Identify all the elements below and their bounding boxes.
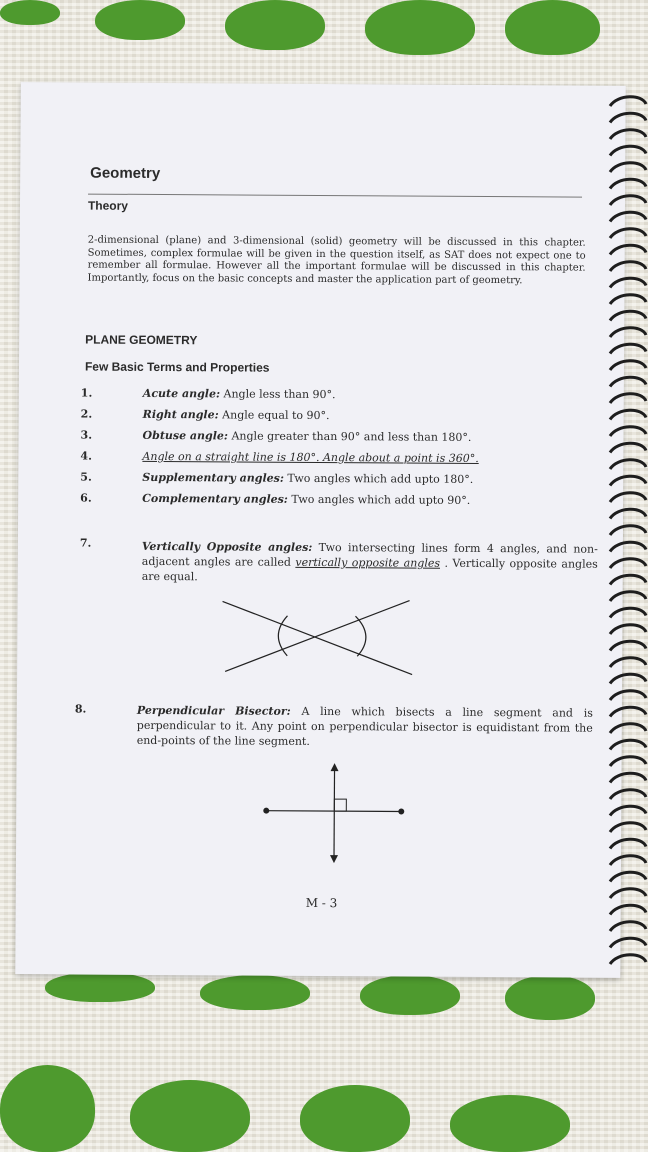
spiral-coil: [610, 905, 646, 914]
item-description: Two angles which add upto 90°.: [287, 492, 471, 507]
spiral-coil: [610, 740, 646, 749]
spiral-coil: [610, 179, 646, 188]
item-number: 1.: [80, 386, 93, 400]
spiral-coil: [610, 344, 646, 353]
spiral-coil: [610, 691, 646, 700]
background-leaf: [450, 1095, 570, 1152]
item-underlined-text: Angle on a straight line is 180°. Angle about a point is 360°.: [142, 449, 479, 465]
spiral-coil: [610, 839, 646, 848]
item-number: 2.: [80, 407, 93, 421]
background-leaf: [0, 1065, 95, 1152]
perpendicular-bisector-diagram: [256, 759, 417, 870]
spiral-coil: [610, 427, 646, 436]
right-angle-marker: [334, 799, 346, 811]
arrow-down-icon: [330, 855, 338, 863]
spiral-coil: [610, 245, 646, 254]
item-term: Right angle:: [142, 407, 219, 422]
spiral-coil: [610, 889, 646, 898]
spiral-coil: [610, 707, 646, 716]
spiral-coil: [610, 377, 646, 386]
background-leaf: [200, 975, 310, 1010]
spiral-coil: [610, 262, 646, 271]
item-term: Acute angle:: [142, 386, 221, 401]
item-term: Complementary angles:: [142, 491, 288, 506]
item-description: Two angles which add upto 180°.: [283, 471, 474, 486]
list-item-vertically-opposite: [142, 539, 598, 587]
background-leaf: [300, 1085, 410, 1152]
background-leaf: [45, 972, 155, 1002]
spiral-coil: [610, 526, 646, 535]
spiral-coil: [610, 493, 646, 502]
spiral-coil: [610, 229, 646, 238]
background-leaf: [95, 0, 185, 40]
item-term: Vertically Opposite angles:: [141, 539, 313, 554]
item-term: Supplementary angles:: [142, 470, 284, 485]
item-number: 4.: [80, 449, 92, 463]
spiral-coil: [610, 328, 646, 337]
spiral-coil: [610, 410, 646, 419]
background-leaf: [505, 975, 595, 1020]
segment-endpoint: [398, 808, 404, 814]
spiral-coil: [610, 757, 646, 766]
background-leaf: [0, 0, 60, 25]
spiral-coil: [610, 608, 646, 617]
angle-arc: [355, 616, 366, 656]
spiral-coil: [610, 773, 646, 782]
background-leaf: [505, 0, 600, 55]
arrow-up-icon: [331, 763, 339, 771]
angle-arc: [278, 616, 287, 656]
spiral-coil: [610, 625, 646, 634]
spiral-coil: [610, 394, 646, 403]
spiral-coil: [610, 955, 646, 964]
item-term: Perpendicular Bisector:: [136, 703, 291, 718]
vertically-opposite-angles-diagram: [217, 593, 418, 684]
spiral-coil: [610, 113, 646, 122]
background-leaf: [360, 975, 460, 1015]
spiral-coil: [610, 460, 646, 469]
spiral-coil: [610, 97, 646, 106]
intersecting-line: [225, 599, 409, 672]
spiral-coil: [610, 559, 646, 568]
segment-endpoint: [263, 808, 269, 814]
subsection-title: Few Basic Terms and Properties: [84, 359, 270, 375]
spiral-coil: [610, 146, 646, 155]
spiral-coil: [610, 295, 646, 304]
spiral-coil: [610, 476, 646, 485]
spiral-coil: [610, 938, 646, 947]
item-description: Angle greater than 90° and less than 180°.: [227, 429, 472, 444]
spiral-coil: [610, 311, 646, 320]
page-title: Geometry: [90, 164, 161, 183]
spiral-coil: [610, 443, 646, 452]
spiral-coil: [610, 163, 646, 172]
item-number: 7.: [79, 536, 92, 550]
item-description: Angle less than 90°.: [219, 387, 336, 402]
item-number: 3.: [80, 428, 93, 442]
background-leaf: [365, 0, 475, 55]
item-description: . Vertically opposite angles are equal.: [141, 556, 598, 584]
spiral-coil: [610, 658, 646, 667]
item-description: Angle equal to 90°.: [218, 408, 330, 423]
spiral-coil: [610, 724, 646, 733]
background-leaf: [225, 0, 325, 50]
page-number: M - 3: [305, 895, 338, 911]
list-item-perpendicular-bisector: [137, 703, 593, 751]
spiral-coil: [610, 922, 646, 931]
spiral-binding: [608, 92, 648, 972]
book-page: [15, 82, 625, 978]
title-divider: [88, 194, 582, 198]
spiral-coil: [610, 278, 646, 287]
spiral-coil: [610, 872, 646, 881]
spiral-coil: [610, 641, 646, 650]
item-underlined-text: vertically opposite angles: [295, 555, 441, 570]
item-description: A line which bisects a line segment and is perpendicular to it. Any point on perpendicular bisector is equidistant from the end-points of the line segment.: [136, 704, 593, 748]
spiral-coil: [610, 592, 646, 601]
spiral-coil: [610, 196, 646, 205]
item-description: Two intersecting lines form 4 angles, and non-adjacent angles are called: [141, 540, 598, 569]
spiral-coil: [610, 790, 646, 799]
section-title: PLANE GEOMETRY: [85, 332, 198, 348]
spiral-coil: [610, 130, 646, 139]
spiral-coil: [610, 542, 646, 551]
spiral-coil: [610, 212, 646, 221]
background-leaf: [130, 1080, 250, 1152]
item-number: 5.: [80, 470, 92, 484]
spiral-coil: [610, 674, 646, 683]
spiral-coil: [610, 823, 646, 832]
intro-paragraph: 2-dimensional (plane) and 3-dimensional (solid) geometry will be discussed in this chapter. Sometimes, complex formulae will be given in the question itself, as SAT does not expect one to remember all formulae. However all the important formulae will be discussed in this chapter. Importantly, focus on the basic concepts and master the application part of geometry.: [87, 234, 586, 286]
item-term: Obtuse angle:: [142, 428, 229, 443]
page-subtitle: Theory: [87, 198, 129, 213]
spiral-coil: [610, 361, 646, 370]
intersecting-line: [222, 601, 412, 674]
spiral-coil: [610, 575, 646, 584]
item-number: 6.: [80, 491, 92, 505]
spiral-coil: [610, 806, 646, 815]
spiral-coil: [610, 509, 646, 518]
spiral-coil: [610, 856, 646, 865]
item-number: 8.: [74, 702, 87, 716]
bisector-line: [334, 767, 335, 859]
